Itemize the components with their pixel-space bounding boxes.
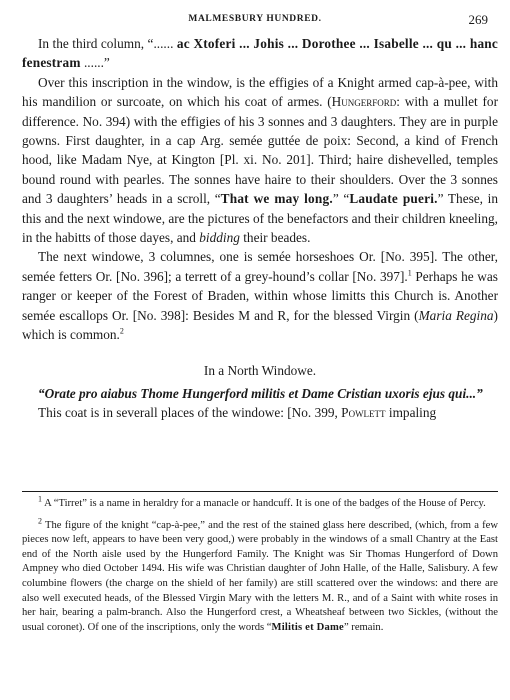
paragraph-text: impaling xyxy=(385,405,437,421)
paragraph-text: Over this inscription in the window, is the effigies of a Knight armed cap-à-pee, with his mandilion or surcoate, on which his coat of armes. ( xyxy=(22,74,498,110)
footnote-2 xyxy=(22,516,498,636)
paragraph-text: This coat is in severall places of the windowe: [No. 399, xyxy=(38,405,342,421)
paragraph-text: ......” xyxy=(80,55,110,71)
footnote-mark: 1 xyxy=(38,494,42,504)
footnote-text: The figure of the knight “cap-à-pee,” and the rest of the stained glass here described, (which, from a few pieces now left, appears to have been very good,) were probably in the windows of a small Chantry at the East end of the North aisle used by the Hungerford Family. The Knight was Sir Thomas Hungerford of Down Ampney who died October 1494. His wife was Christian daughter of John Halle, of the Halle, Salisbury. A few columbine flowers (the charge on the shield of her family) are still scattered over the windows: and there are also well executed heads, of the Blessed Virgin Mary with the letters M. R., and of a Saint with white roses in her hair, bearing a palm-branch. Also the Hungerford crest, a Wheatsheaf between two Sickles, (without the usual coronet). Of one of the inscriptions, only the words “ xyxy=(22,519,498,633)
footnote-text: A “Tirret” is a name in heraldry for a manacle or handcuff. It is one of the badges of the House of Percy. xyxy=(42,498,486,509)
blackletter-inscription: ac Xtoferi ... Johis ... Dorothee ... Isabelle ... qu ... hanc fenestram xyxy=(22,36,498,71)
footnote-text: ” remain. xyxy=(343,621,384,633)
small-caps-name: Hungerford xyxy=(331,94,397,110)
blackletter-inscription: Laudate pueri. xyxy=(349,191,438,207)
paragraph-text: ” These, in this and the next windowe, are the pictures of the benefactors and their children kneeling, in the habitts of those dayes, and xyxy=(22,191,498,246)
page-header xyxy=(0,12,510,30)
footnotes xyxy=(22,494,498,635)
paragraph-knight-effigies xyxy=(22,73,498,248)
paragraph-text: The next windowe, 3 columnes, one is semée horseshoes Or. [No. 395]. The other, semée fetters Or. [No. 396]; a terrett of a grey-hound’s collar [No. 397]. xyxy=(22,249,498,284)
footnote-mark: 2 xyxy=(38,516,42,526)
paragraph-text: Perhaps he was ranger or keeper of the Forest of Braden, within whose limitts this Church is. Another semée escallops Or. [No. 398]: Besides M and R, for the blessed Virgin ( xyxy=(22,268,498,323)
small-caps-name: Powlett xyxy=(341,405,386,421)
blackletter-inscription: That we may long. xyxy=(220,191,333,207)
paragraph-text: ) which is common. xyxy=(22,307,498,343)
paragraph-coat xyxy=(22,403,498,422)
section-heading: In a North Windowe. xyxy=(203,362,317,378)
footnote-ref: 2 xyxy=(119,326,124,336)
paragraph-text: their beades. xyxy=(239,230,311,246)
page-number: 269 xyxy=(468,12,488,27)
paragraph-text: : with a mullet for difference. No. 394) with the effigies of his 3 sonnes and 3 daughters. They are in purple gowns. First daughter, in a cap Arg. semée guttée de poix: Second, a kind of French hood, like Madam Nye, at Kington [Pl. xi. No. 201]. Third; haire dishevelled, temples bound round with pearles. The sonnes have haire to their shoulders. Over the 3 sonnes and 3 daughters’ heads in a scroll, “ xyxy=(22,94,498,207)
body-text xyxy=(22,34,498,423)
footnote-ref: 1 xyxy=(407,268,412,278)
italic-word: bidding xyxy=(199,230,240,246)
blackletter-inscription: Militis et Dame xyxy=(271,621,344,633)
italic-phrase: Maria Regina xyxy=(418,307,494,323)
footnote-1 xyxy=(22,494,498,512)
footnote-divider xyxy=(22,491,498,492)
paragraph-text: In the third column, “...... xyxy=(38,36,177,51)
blackletter-inscription: “Orate pro aiabus Thome Hungerford militis et Dame Cristian uxoris ejus qui...” xyxy=(38,385,483,401)
paragraph-text: ” “ xyxy=(332,191,350,207)
paragraph-third-column xyxy=(22,34,498,73)
paragraph-next-windowe xyxy=(22,247,498,344)
running-head: MALMESBURY HUNDRED. xyxy=(188,14,322,24)
